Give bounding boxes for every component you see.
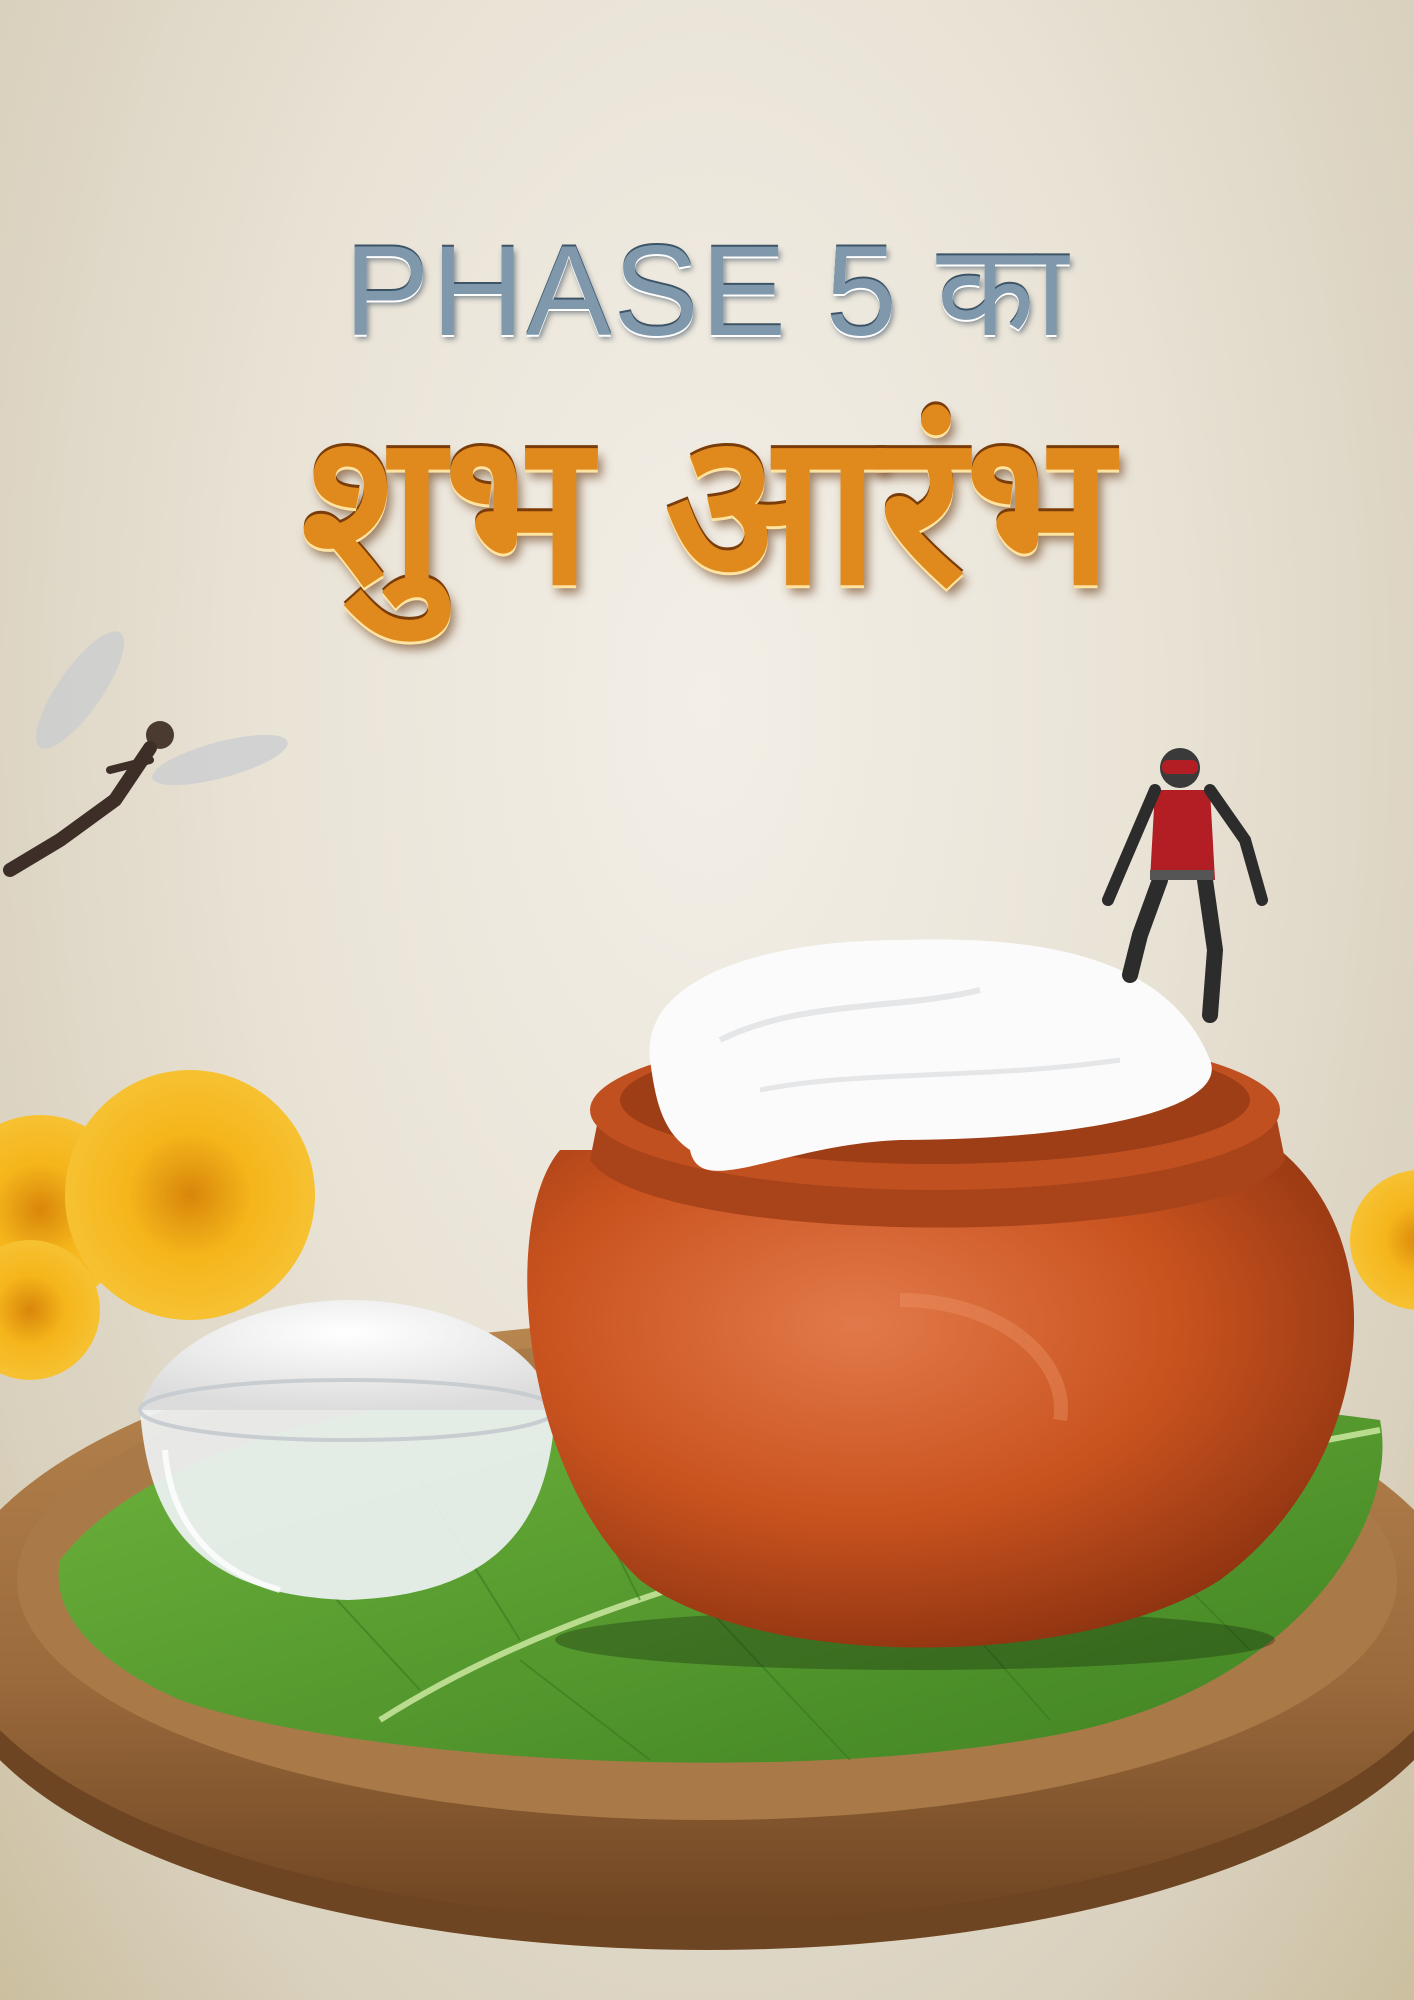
ant-man-figure xyxy=(1108,748,1262,1015)
headline-phase-5: PHASE 5 का xyxy=(344,220,1070,363)
marigold-flowers-right xyxy=(1350,1170,1414,1310)
sugar-bowl xyxy=(140,1300,556,1600)
wasp-figure xyxy=(10,620,292,870)
headline-shubh-aarambh: शुभ आरंभ xyxy=(301,387,1113,632)
